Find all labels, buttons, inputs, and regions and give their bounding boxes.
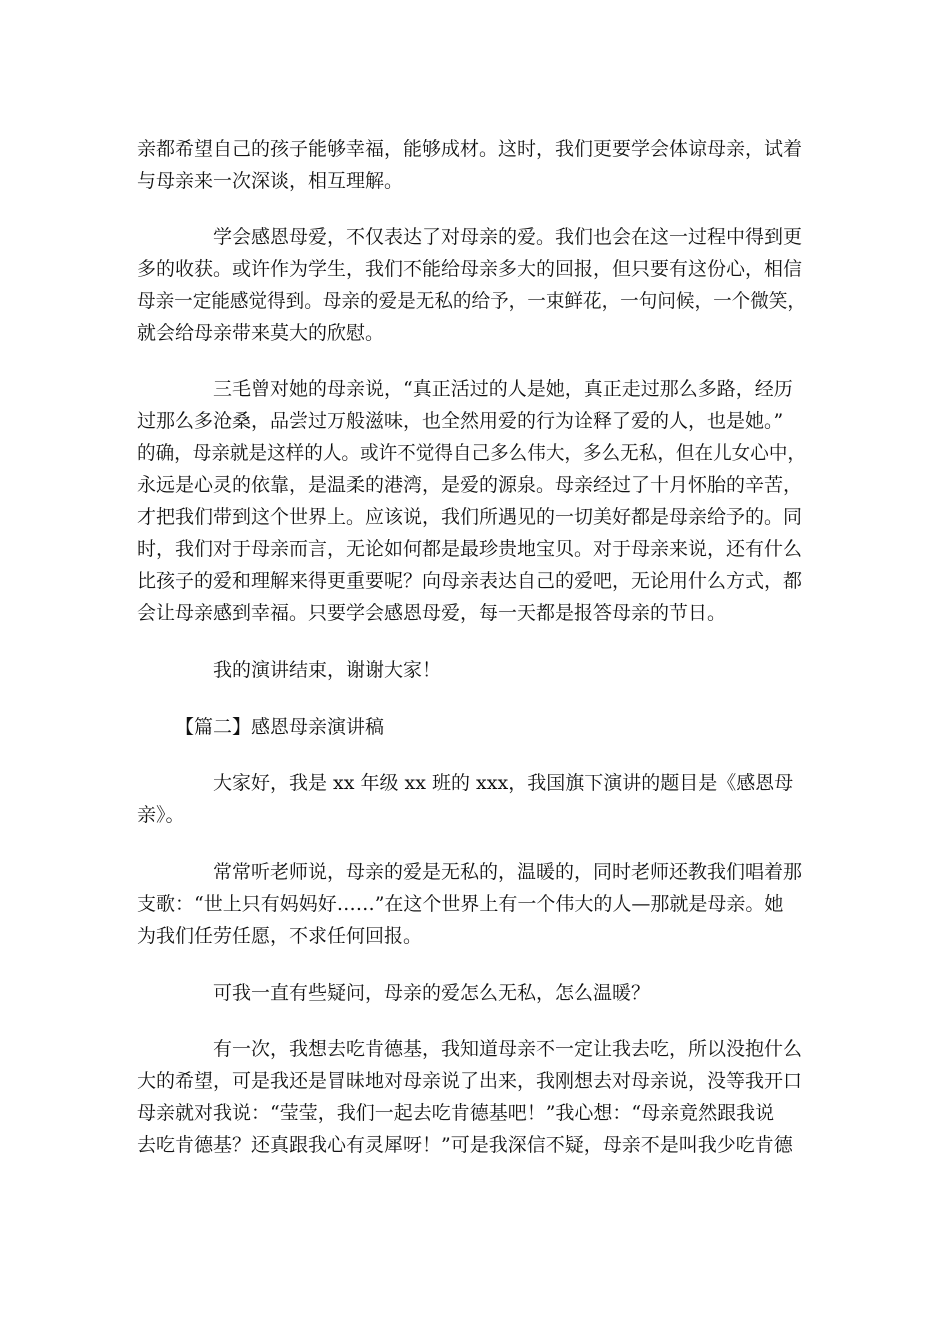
text-line: 常常听老师说，母亲的爱是无私的，温暖的，同时老师还教我们唱着那: [213, 861, 803, 883]
text-line: 三毛曾对她的母亲说，“真正活过的人是她，真正走过那么多路，经历: [213, 378, 793, 400]
text-line: 与母亲来一次深谈，相互理解。: [137, 170, 404, 192]
text-line: 时，我们对于母亲而言，无论如何都是最珍贵地宝贝。对于母亲来说，还有什么: [137, 538, 803, 560]
text-line: 去吃肯德基？还真跟我心有灵犀呀！”可是我深信不疑，母亲不是叫我少吃肯德: [137, 1134, 793, 1156]
text-line: 大家好，我是 xx 年级 xx 班的 xxx，我国旗下演讲的题目是《感恩母: [213, 772, 794, 794]
section-heading: 【篇二】感恩母亲演讲稿: [175, 716, 385, 738]
text-line: 可我一直有些疑问，母亲的爱怎么无私，怎么温暖？: [213, 982, 651, 1004]
text-line: 比孩子的爱和理解来得更重要呢？向母亲表达自己的爱吧，无论用什么方式，都: [137, 570, 803, 592]
text-line: 母亲就对我说：“莹莹，我们一起去吃肯德基吧！”我心想：“母亲竟然跟我说: [137, 1102, 775, 1124]
text-line: 的确，母亲就是这样的人。或许不觉得自己多么伟大，多么无私，但在儿女心中，: [137, 442, 807, 464]
text-line: 为我们任劳任愿，不求任何回报。: [137, 925, 423, 947]
text-line: 亲》。: [137, 804, 185, 826]
text-line: 支歌：“世上只有妈妈好……”在这个世界上有一个伟大的人—那就是母亲。她: [137, 893, 784, 915]
text-line: 学会感恩母爱，不仅表达了对母亲的爱。我们也会在这一过程中得到更: [213, 226, 803, 248]
text-line: 大的希望，可是我还是冒昧地对母亲说了出来，我刚想去对母亲说，没等我开口: [137, 1070, 803, 1092]
text-line: 多的收获。或许作为学生，我们不能给母亲多大的回报，但只要有这份心，相信: [137, 258, 803, 280]
text-line: 永远是心灵的依靠，是温柔的港湾，是爱的源泉。母亲经过了十月怀胎的辛苦，: [137, 474, 803, 496]
text-line: 母亲一定能感觉得到。母亲的爱是无私的给予，一束鲜花，一句问候，一个微笑，: [137, 290, 807, 312]
text-line: 才把我们带到这个世界上。应该说，我们所遇见的一切美好都是母亲给予的。同: [137, 506, 803, 528]
text-line: 就会给母亲带来莫大的欣慰。: [137, 322, 385, 344]
text-line: 亲都希望自己的孩子能够幸福，能够成材。这时，我们更要学会体谅母亲，试着: [137, 138, 803, 160]
text-line: 过那么多沧桑，品尝过万般滋味，也全然用爱的行为诠释了爱的人，也是她。”: [137, 410, 784, 432]
text-line: 有一次，我想去吃肯德基，我知道母亲不一定让我去吃，所以没抱什么: [213, 1038, 803, 1060]
text-line: 会让母亲感到幸福。只要学会感恩母爱，每一天都是报答母亲的节日。: [137, 602, 727, 624]
text-line: 我的演讲结束，谢谢大家！: [213, 659, 442, 681]
